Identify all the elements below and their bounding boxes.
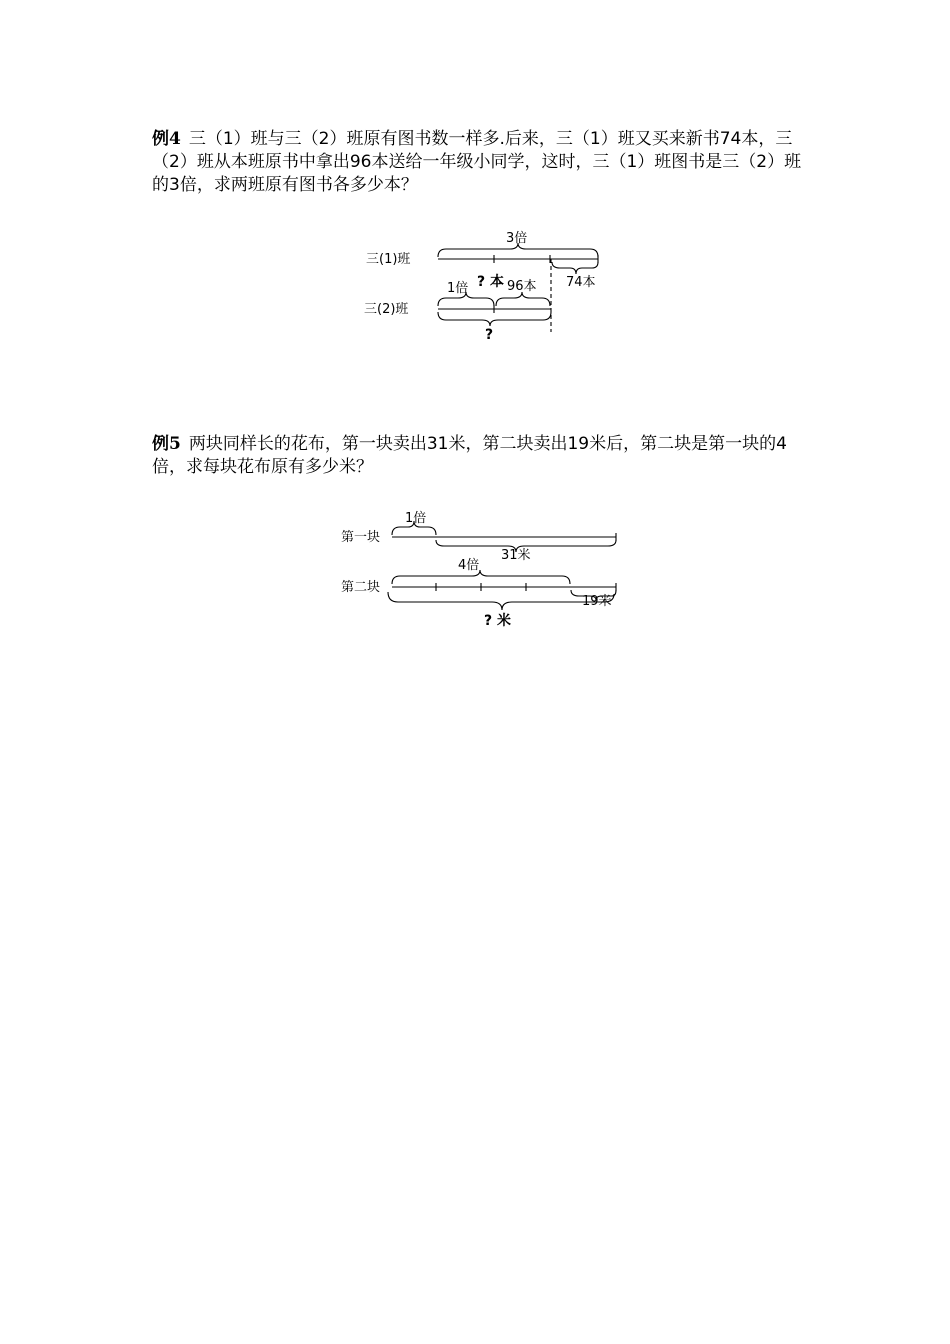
total-label: ? — [485, 327, 494, 343]
example-5-diagram — [341, 511, 616, 629]
row-2-label: 第二块 — [341, 580, 381, 595]
q-part-label: ? 本 — [477, 274, 504, 290]
given-label: 96本 — [507, 279, 537, 294]
brace-total — [388, 592, 614, 610]
example-5-label: 例5 — [152, 434, 181, 454]
row-2-label: 三(2)班 — [364, 302, 409, 317]
brace-total — [438, 312, 551, 326]
brace-96 — [496, 292, 550, 306]
example-4-label: 例4 — [152, 129, 181, 149]
extra-label: 74本 — [566, 275, 596, 290]
example-5-text: 两块同样长的花布，第一块卖出31米，第二块卖出19米后，第二块是第一块的4倍，求每块花布原有多少米？ — [152, 434, 787, 477]
one-part-label: 1倍 — [405, 511, 427, 526]
four-part-label: 4倍 — [458, 558, 480, 573]
row-1-label: 三(1)班 — [366, 252, 411, 267]
total-label: ? 米 — [484, 613, 511, 629]
one-part-label: 1倍 — [447, 281, 469, 296]
example-4-diagram — [364, 231, 598, 343]
row-1-label: 第一块 — [341, 530, 381, 545]
brace-3x-label: 3倍 — [506, 231, 528, 246]
brace-4x — [392, 570, 570, 584]
brace-74 — [552, 262, 598, 274]
sold-1-label: 31米 — [501, 548, 531, 563]
sold-2-label: 19米 — [582, 594, 612, 609]
example-4-text: 三（1）班与三（2）班原有图书数一样多.后来，三（1）班又买来新书74本，三（2）班从本班原书中拿出96本送给一年级小同学，这时，三（1）班图书是三（2）班的3倍，求两班原有图书各多少本？ — [152, 129, 802, 195]
